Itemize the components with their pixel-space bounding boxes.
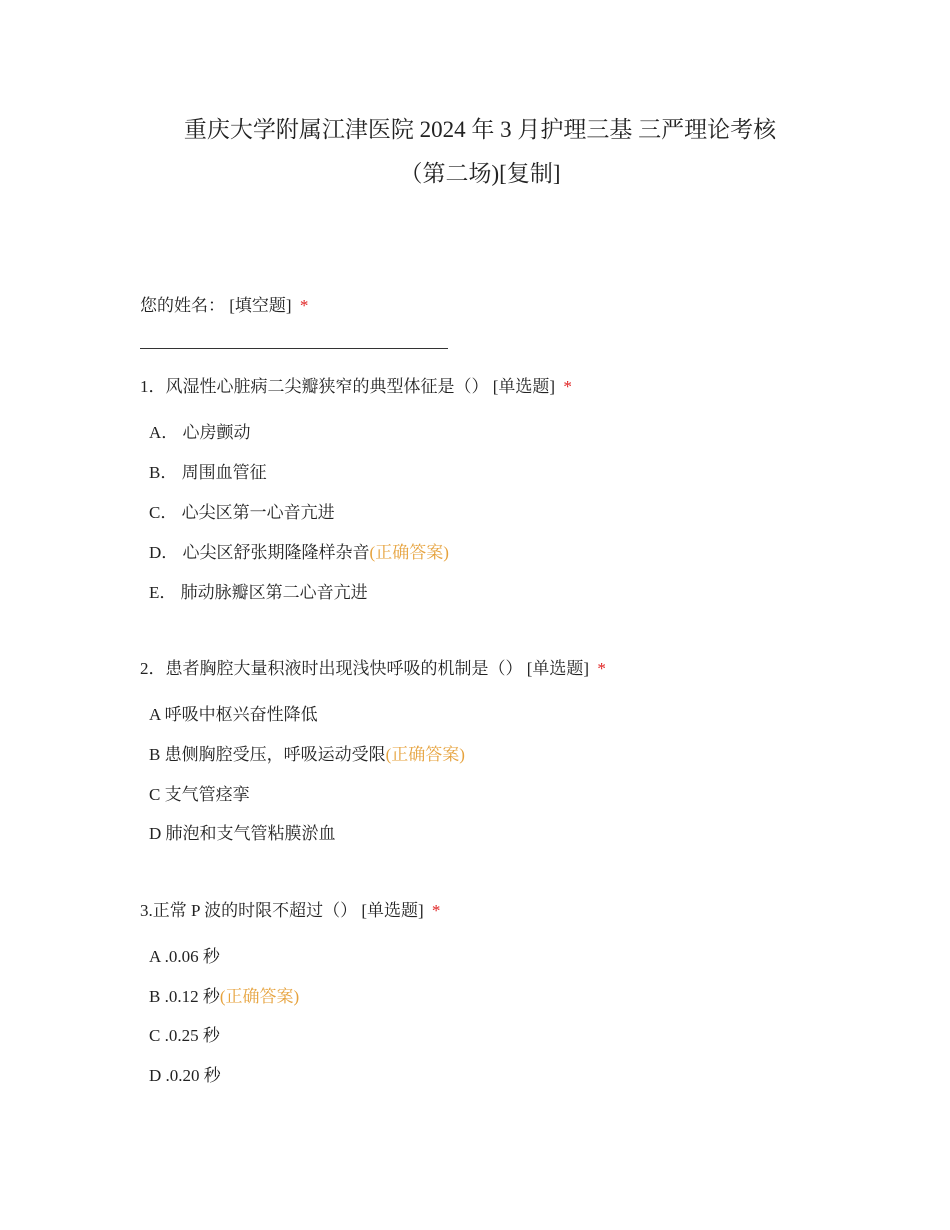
option-q1-a[interactable]	[149, 421, 251, 445]
option-label: B .0.12 秒	[149, 987, 220, 1006]
option-label: A． 心房颤动	[149, 423, 251, 442]
option-label: C .0.25 秒	[149, 1026, 220, 1045]
question-1-text: 1．风湿性心脏病二尖瓣狭窄的典型体征是（）	[140, 377, 489, 396]
page-title	[140, 108, 820, 196]
question-3	[140, 899, 440, 923]
required-mark: *	[563, 377, 572, 396]
question-type-tag: [填空题]	[229, 296, 292, 315]
question-2-text: 2．患者胸腔大量积液时出现浅快呼吸的机制是（）	[140, 659, 523, 678]
title-line-2: （第二场)[复制]	[399, 161, 561, 186]
correct-answer-mark: (正确答案)	[369, 543, 449, 562]
option-label: D 肺泡和支气管粘膜淤血	[149, 824, 336, 843]
required-mark: *	[597, 659, 606, 678]
option-q3-d[interactable]	[149, 1064, 221, 1088]
option-label: A 呼吸中枢兴奋性降低	[149, 705, 318, 724]
option-q3-c[interactable]	[149, 1024, 220, 1048]
option-q1-b[interactable]	[149, 461, 267, 485]
option-label: D .0.20 秒	[149, 1066, 221, 1085]
option-label: A .0.06 秒	[149, 947, 220, 966]
correct-answer-mark: (正确答案)	[385, 745, 465, 764]
option-q2-d[interactable]	[149, 822, 336, 846]
option-label: B 患侧胸腔受压，呼吸运动受限	[149, 745, 386, 764]
option-q2-a[interactable]	[149, 703, 318, 727]
question-type-tag: [单选题]	[492, 377, 556, 396]
correct-answer-mark: (正确答案)	[219, 987, 300, 1006]
name-answer-line[interactable]	[140, 348, 448, 349]
option-q2-c[interactable]	[149, 783, 250, 807]
required-mark: *	[431, 901, 441, 920]
option-label: C 支气管痉挛	[149, 785, 250, 804]
name-question-label: 您的姓名：	[140, 296, 225, 315]
option-q3-a[interactable]	[149, 945, 220, 969]
question-type-tag: [单选题]	[526, 659, 590, 678]
option-label: C． 心尖区第一心音亢进	[149, 503, 335, 522]
option-q3-b[interactable]	[149, 985, 299, 1009]
option-q1-d[interactable]	[149, 541, 449, 565]
option-label: E． 肺动脉瓣区第二心音亢进	[149, 583, 368, 602]
option-q2-b[interactable]	[149, 743, 465, 767]
title-line-1: 重庆大学附属江津医院 2024 年 3 月护理三基 三严理论考核	[183, 117, 777, 142]
question-type-tag: [单选题]	[361, 901, 424, 920]
required-mark: *	[299, 296, 309, 315]
question-2	[140, 657, 606, 681]
question-3-text: 3.正常 P 波的时限不超过（）	[140, 901, 358, 920]
option-q1-e[interactable]	[149, 581, 368, 605]
option-q1-c[interactable]	[149, 501, 335, 525]
name-question	[140, 294, 308, 318]
option-label: D． 心尖区舒张期隆隆样杂音	[149, 543, 370, 562]
question-1	[140, 375, 572, 399]
option-label: B． 周围血管征	[149, 463, 267, 482]
